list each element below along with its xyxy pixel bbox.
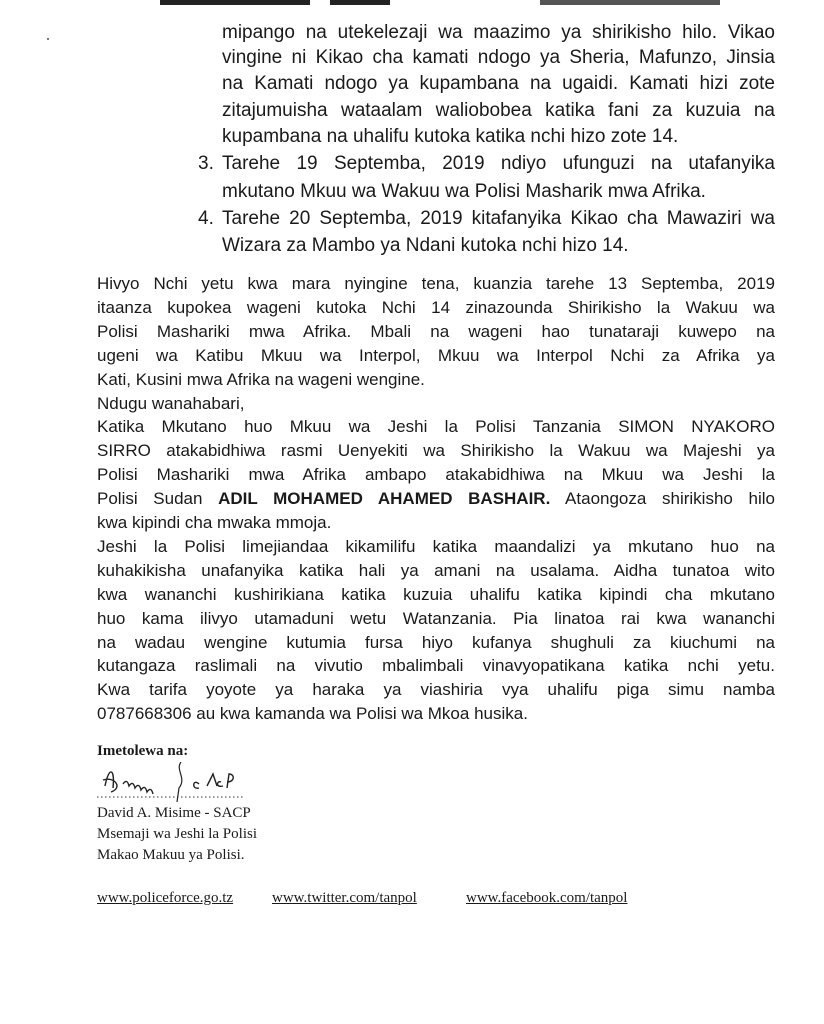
text-line: Jeshi la Polisi limejiandaa kikamilifu katika maandalizi ya mkutano huo na bbox=[97, 536, 775, 556]
text-line: kwa wananchi kushirikiana katika kuzuia uhalifu katika kipindi cha mkutano bbox=[97, 584, 775, 604]
facebook-link[interactable]: www.facebook.com/tanpol bbox=[466, 890, 628, 906]
scan-top-edge bbox=[0, 0, 824, 6]
list-number: 3. bbox=[198, 153, 214, 174]
list-number: 4. bbox=[198, 208, 214, 229]
text-span: Ataongoza shirikisho hilo bbox=[565, 489, 775, 509]
text-line: kupambana na uhalifu kutoka katika nchi hizo zote 14. bbox=[222, 126, 679, 147]
text-line: vingine ni Kikao cha kamati ndogo ya Sheria, Mafunzo, Jinsia bbox=[222, 47, 775, 68]
website-link[interactable]: www.policeforce.go.tz bbox=[97, 890, 234, 906]
text-line: huo kama ilivyo utamaduni wetu Watanzania. Pia linatoa rai kwa wananchi bbox=[97, 608, 775, 628]
text-line: 0787668306 au kwa kamanda wa Polisi wa Mkoa husika. bbox=[97, 704, 528, 724]
text-line: ugeni wa Katibu Mkuu wa Interpol, Mkuu wa Interpol Nchi za Afrika ya bbox=[97, 345, 775, 365]
list-item-line: Tarehe 20 Septemba, 2019 kitafanyika Kikao cha Mawaziri wa bbox=[222, 208, 775, 229]
twitter-link[interactable]: www.twitter.com/tanpol bbox=[272, 890, 417, 906]
text-line: na wadau wengine kutumia fursa hiyo kufanya shughuli za kiuchumi na bbox=[97, 632, 775, 652]
text-line: Kwa tarifa yoyote ya haraka ya viashiria vya uhalifu piga simu namba bbox=[97, 680, 775, 700]
handwritten-signature bbox=[95, 762, 255, 802]
issued-by-label: Imetolewa na: bbox=[97, 743, 189, 759]
text-line: kuhakikisha unafanyika katika hali ya amani na usalama. Aidha tunatoa wito bbox=[97, 560, 775, 580]
text-line: Polisi Mashariki mwa Afrika. Mbali na wageni hao tunataraji kuwepo na bbox=[97, 321, 775, 341]
text-line: Katika Mkutano huo Mkuu wa Jeshi la Polisi Tanzania SIMON NYAKORO bbox=[97, 417, 775, 437]
signatory-title: Msemaji wa Jeshi la Polisi bbox=[97, 826, 257, 842]
list-item-line: mkutano Mkuu wa Wakuu wa Polisi Masharik mwa Afrika. bbox=[222, 181, 706, 202]
list-item-line: Tarehe 19 Septemba, 2019 ndiyo ufunguzi na utafanyika bbox=[222, 153, 775, 174]
text-line: SIRRO atakabidhiwa rasmi Uenyekiti wa Shirikisho la Wakuu wa Majeshi ya bbox=[97, 441, 775, 461]
text-line: Hivyo Nchi yetu kwa mara nyingine tena, kuanzia tarehe 13 Septemba, 2019 bbox=[97, 274, 775, 293]
text-line: itaanza kupokea wageni kutoka Nchi 14 zinazounda Shirikisho la Wakuu wa bbox=[97, 297, 775, 317]
bold-name: ADIL MOHAMED AHAMED BASHAIR. bbox=[218, 489, 551, 509]
text-line: Polisi Mashariki mwa Afrika ambapo atakabidhiwa na Mkuu wa Jeshi la bbox=[97, 465, 775, 485]
signatory-office: Makao Makuu ya Polisi. bbox=[97, 847, 245, 863]
text-span: Polisi Sudan bbox=[97, 489, 219, 509]
text-line: kutangaza raslimali na vivutio mbalimbali vinavyopatikana katika nchi yetu. bbox=[97, 656, 775, 676]
list-item-line: Wizara za Mambo ya Ndani kutoka nchi hizo 14. bbox=[222, 235, 629, 256]
text-line: Ndugu wanahabari, bbox=[97, 393, 245, 413]
signatory-name: David A. Misime - SACP bbox=[97, 805, 251, 821]
text-line: zitajumuisha wataalam waliobobea katika fani za kuzuia na bbox=[222, 100, 775, 121]
scan-speck bbox=[47, 38, 49, 40]
text-line bbox=[97, 488, 775, 509]
text-line: kwa kipindi cha mwaka mmoja. bbox=[97, 513, 332, 532]
text-line: mipango na utekelezaji wa maazimo ya shirikisho hilo. Vikao bbox=[222, 22, 775, 43]
text-line: na Kamati ndogo ya kupambana na ugaidi. Kamati hizi zote bbox=[222, 73, 775, 94]
text-line: Kati, Kusini mwa Afrika na wageni wengine. bbox=[97, 369, 425, 389]
